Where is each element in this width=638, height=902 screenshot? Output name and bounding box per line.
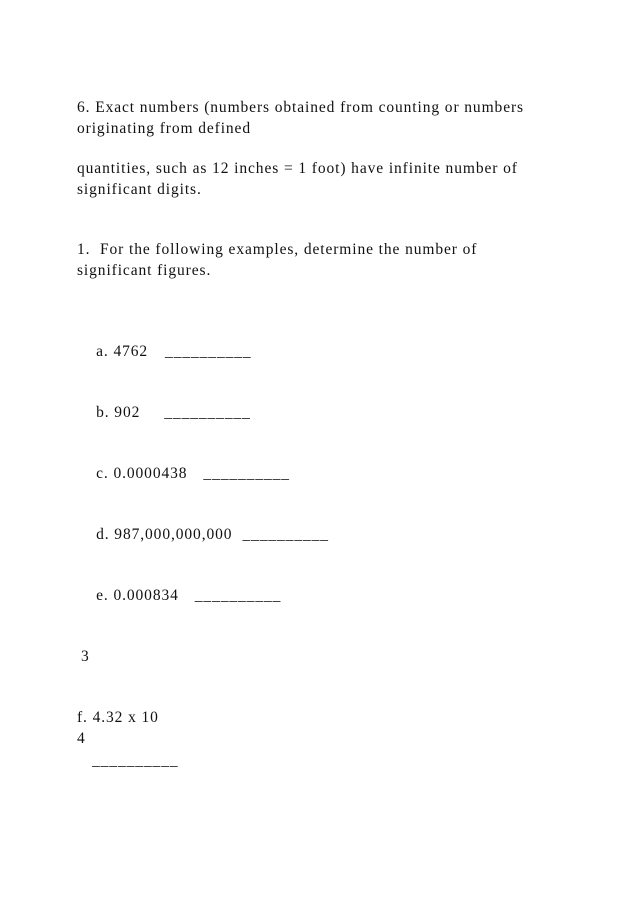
- item-c-answer-blank: __________: [203, 465, 290, 482]
- item-c: [77, 444, 290, 504]
- item-b-label: b. 902: [96, 404, 141, 421]
- item-f-exponent: 3: [81, 648, 90, 665]
- rule-6-line-4: significant digits.: [77, 181, 202, 198]
- item-a-label: a. 4762: [96, 343, 149, 360]
- rule-6-line-2: originating from defined: [77, 120, 251, 137]
- item-a-answer-blank: __________: [165, 343, 252, 360]
- item-d-label: d. 987,000,000,000: [96, 526, 233, 543]
- rule-6-line-3: quantities, such as 12 inches = 1 foot) have infinite number of: [77, 160, 518, 177]
- item-c-label: c. 0.0000438: [96, 465, 188, 482]
- item-f-label: f. 4.32 x 10: [77, 709, 159, 726]
- item-d: [77, 505, 329, 565]
- question-1-line-1: 1. For the following examples, determine the number of: [77, 241, 478, 258]
- item-b-answer-blank: __________: [164, 404, 251, 421]
- item-a: [77, 322, 252, 382]
- question-1-line-2: significant figures.: [77, 262, 212, 279]
- item-b: [77, 383, 251, 443]
- item-d-answer-blank: __________: [242, 526, 329, 543]
- item-f-exponent-below: 4: [77, 730, 86, 747]
- item-e: [77, 566, 281, 626]
- item-f-answer-blank: __________: [92, 752, 179, 769]
- item-e-answer-blank: __________: [194, 587, 282, 604]
- item-e-label: e. 0.000834: [96, 587, 179, 604]
- rule-6-line-1: 6. Exact numbers (numbers obtained from counting or numbers: [77, 99, 524, 116]
